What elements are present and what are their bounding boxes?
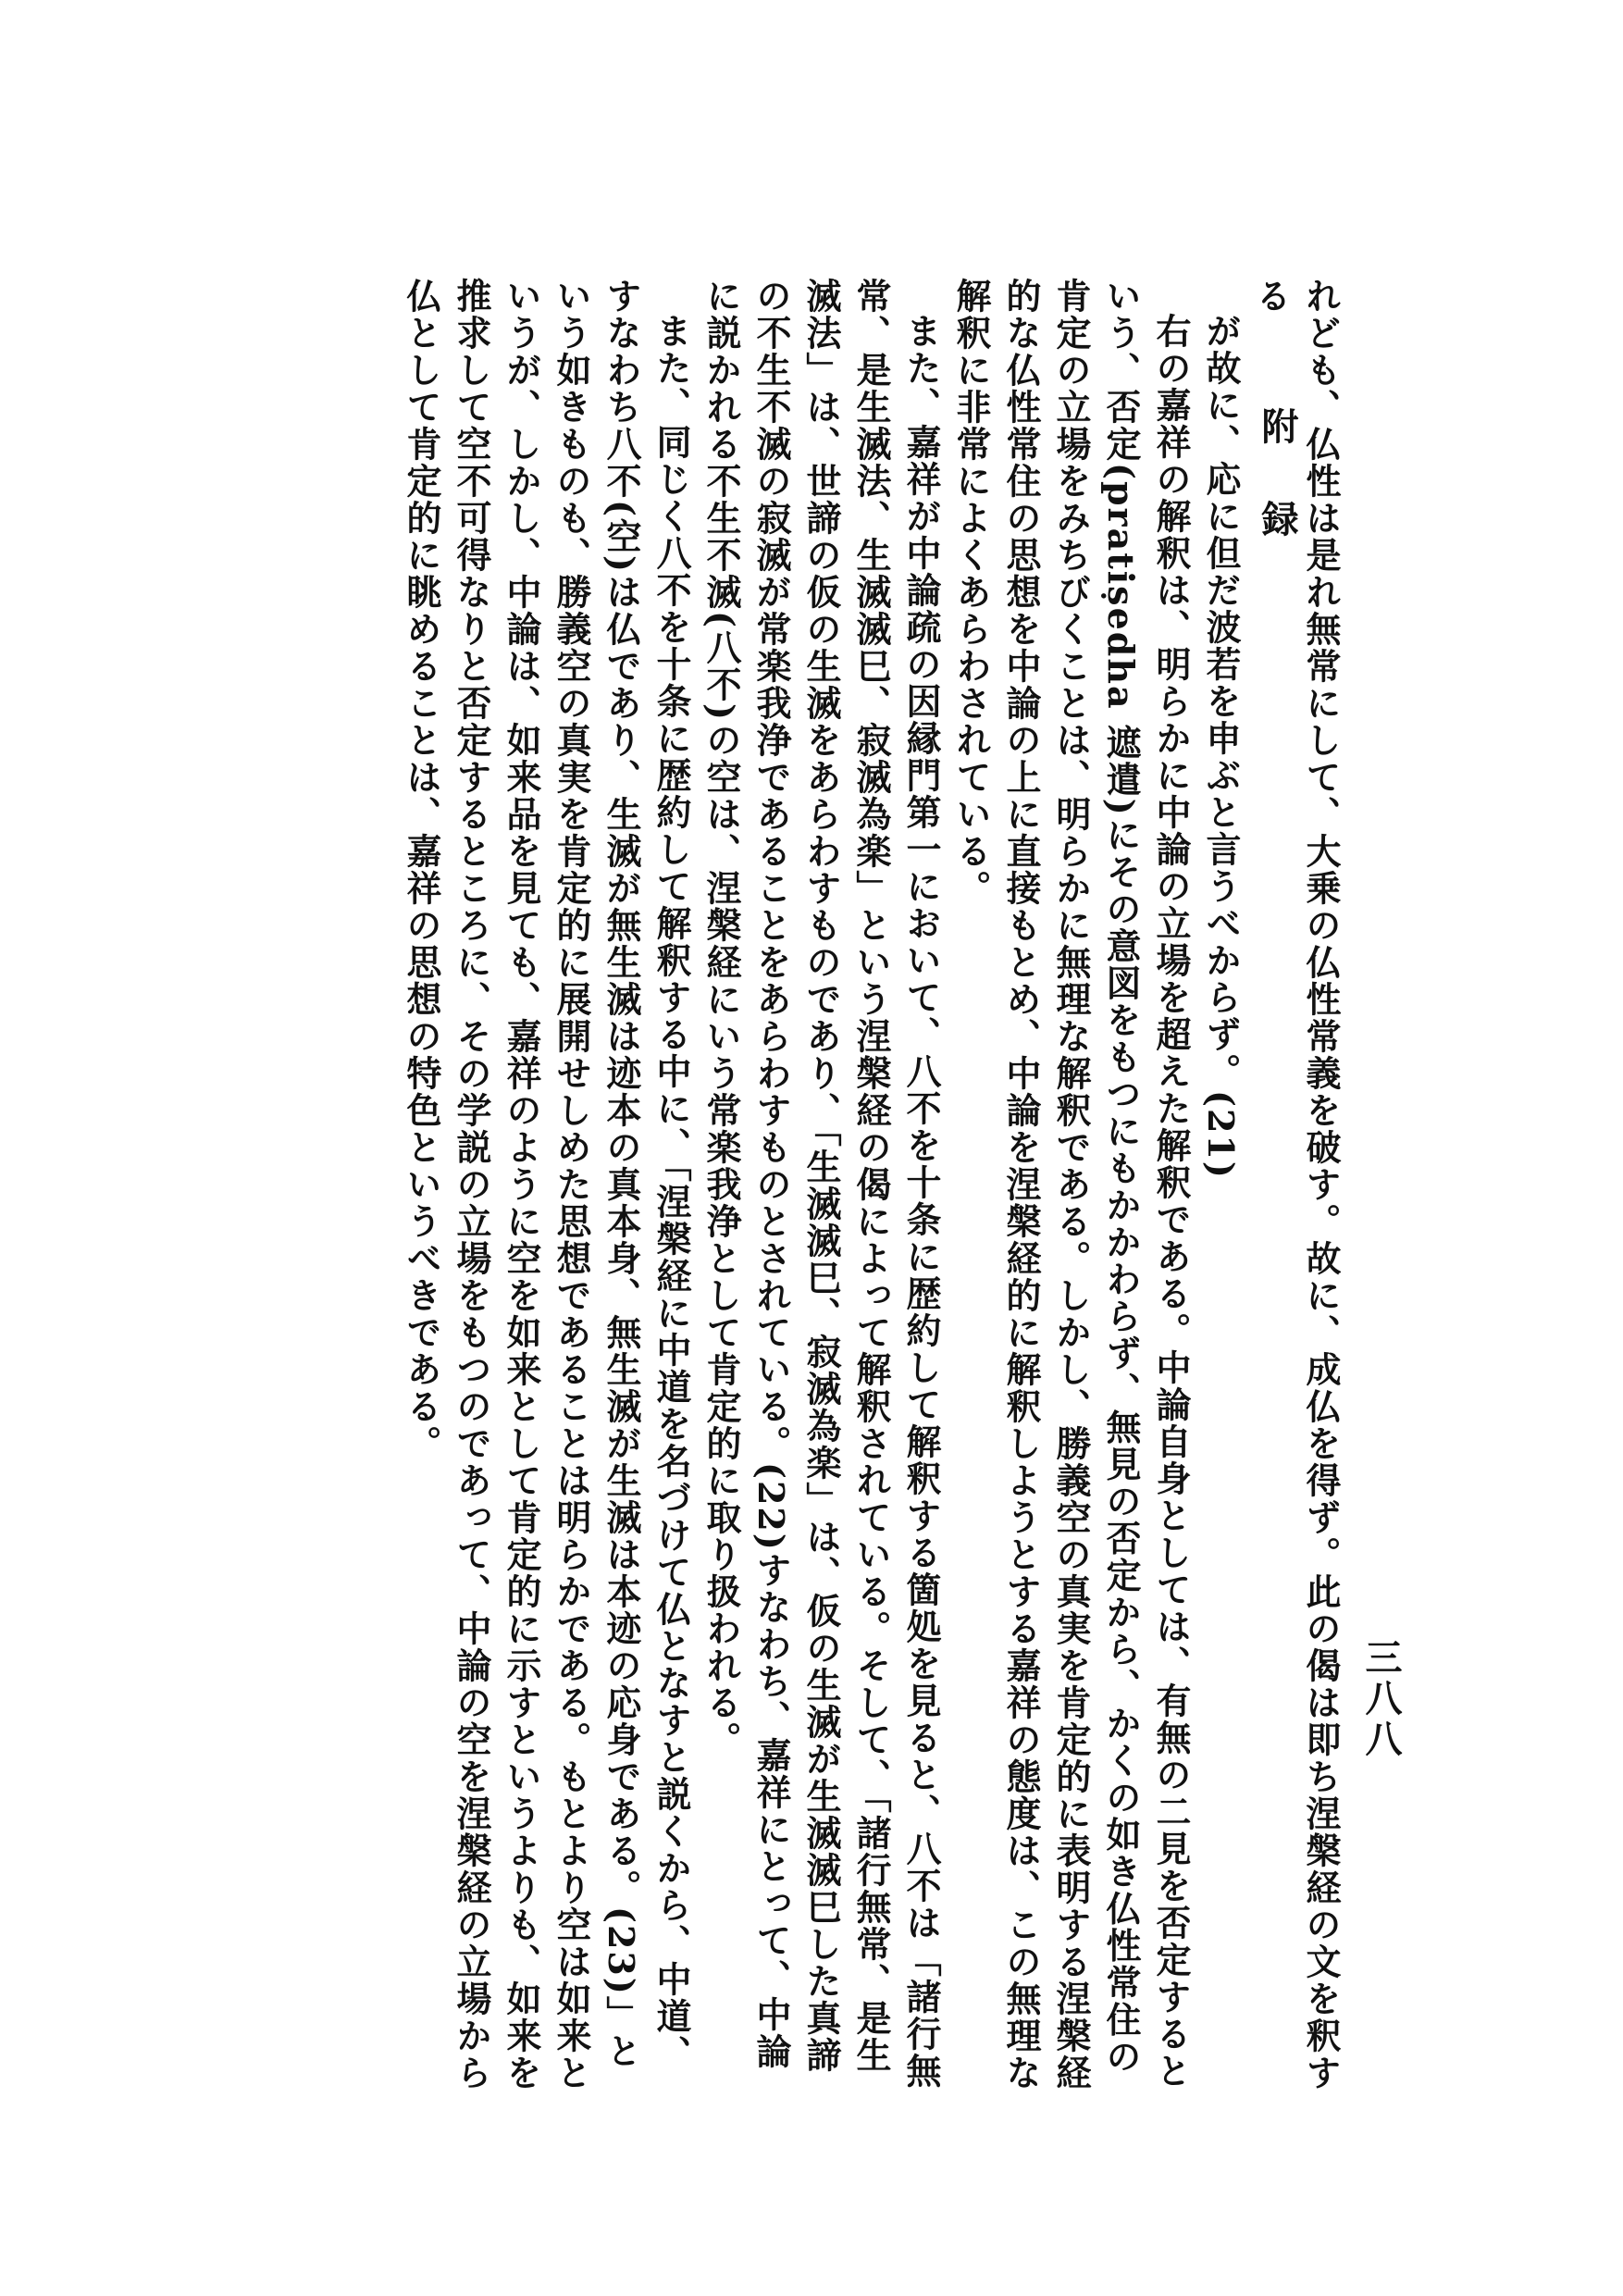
- paragraph-eight-negations: また、嘉祥が中論疏の因縁門第一において、八不を十条に歴約して解釈する箇処を見ると、八不は「諸行無常、是生滅法、生滅滅巳、寂滅為楽」という涅槃経の偈によって解釈されている。そして、「諸行無常、是生滅法」は、世諦の仮の生滅をあらわすものであり、「生滅滅巳、寂滅為楽」は、仮の生滅が生滅滅巳した真諦の不生不滅の寂滅が常楽我浄であることをあらわすものとされている。(22)すなわち、嘉祥にとって、中論に説かれる不生不滅(八不)の空は、涅槃経にいう常楽我浄として肯定的に取り扱われる。: [700, 278, 942, 2090]
- paragraph-quote-continuation: れども、仏性は是れ無常にして、大乗の仏性常義を破す。故に、成仏を得ず。此の偈は即ち涅槃経の文を釈する: [1250, 278, 1342, 2091]
- paragraph-quote-end: が故に、応に但だ波若を申ぶと言うべからず。(21): [1200, 313, 1242, 1180]
- page-number: 三八八: [1359, 1638, 1403, 1760]
- paragraph-analysis: 右の嘉祥の解釈は、明らかに中論の立場を超えた解釈である。中論自身としては、有無の二見を否定するという、否定(pratiṣedha 遮遣)にその意図をもつにもかかわらず、無見の否定から、かくの如き仏性常住の肯定の立場をみちびくことは、明らかに無理な解釈である。しかし、勝義空の真実を肯定的に表明する涅槃経的な仏性常住の思想を中論の上に直接もとめ、中論を涅槃経的に解釈しようとする嘉祥の態度は、この無理な解釈に非常によくあらわされている。: [950, 278, 1192, 2091]
- running-head: 附録: [1256, 407, 1299, 592]
- vertical-text-body: [235, 278, 1345, 2091]
- paragraph-conclusion: また、同じく八不を十条に歴約して解釈する中に、「涅槃経に中道を名づけて仏となすと説くから、中道、すなわち八不(空)は仏であり、生滅が無生滅は迹本の真本身、無生滅が生滅は本迹の応身である。(23)」という如きものも、勝義空の真実を肯定的に展開せしめた思想であることは明らかである。もとより空は如来というが、しかし、中論は、如来品を見ても、嘉祥のように空を如来として肯定的に示すというよりも、如来を推求して空不可得なりと否定するところに、その学説の立場をもつのであって、中論の空を涅槃経の立場から仏として肯定的に眺めることは、嘉祥の思想の特色というべきである。: [401, 278, 692, 2091]
